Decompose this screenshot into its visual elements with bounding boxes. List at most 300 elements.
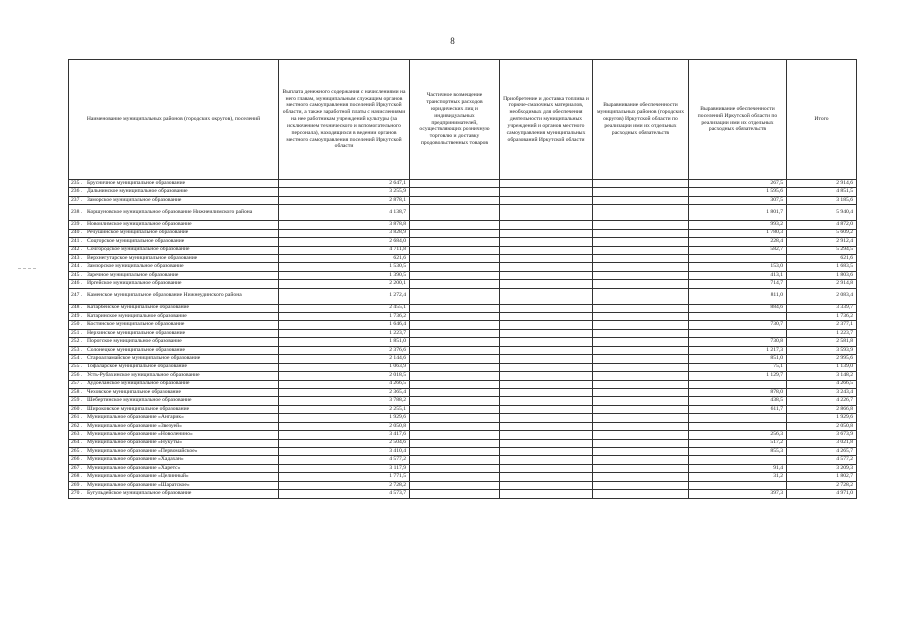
header-total: Итого [787, 60, 857, 180]
row-name: Чеховское муниципальное образование [87, 388, 182, 395]
district-equalization-value [593, 355, 689, 363]
district-equalization-value [593, 473, 689, 481]
total-value: 3 673,9 [787, 431, 857, 439]
appropriations-table [68, 59, 857, 499]
salary-value: 1 530,5 [279, 263, 410, 271]
district-equalization-value [593, 481, 689, 489]
salary-value: 2 504,6 [279, 439, 410, 447]
district-equalization-value [593, 380, 689, 388]
salary-value: 3 417,6 [279, 431, 410, 439]
district-equalization-value [593, 321, 689, 329]
row-number: 236 . [71, 188, 83, 195]
salary-value: 2 050,8 [279, 422, 410, 430]
row-name-cell [69, 473, 279, 481]
total-value: 2 914,6 [787, 180, 857, 188]
row-number: 235 . [71, 179, 83, 186]
settlement-equalization-value: 397,3 [689, 490, 787, 498]
fuel-value [500, 205, 593, 221]
salary-value: 1 929,6 [279, 414, 410, 422]
fuel-value [500, 372, 593, 380]
fuel-value [500, 221, 593, 229]
row-name-cell [69, 271, 279, 279]
row-number: 239 . [71, 220, 83, 227]
settlement-equalization-value [689, 456, 787, 464]
settlement-equalization-value: 256,3 [689, 431, 787, 439]
row-name-cell [69, 180, 279, 188]
table-row [69, 338, 857, 346]
row-name: Солонецкое муниципальное образование [87, 346, 186, 353]
row-number: 263 . [71, 430, 83, 437]
row-number: 242 . [71, 246, 83, 253]
row-name-cell [69, 229, 279, 237]
transport-value [410, 372, 500, 380]
settlement-equalization-value: 855,3 [689, 448, 787, 456]
table-row [69, 313, 857, 321]
table-row [69, 397, 857, 405]
table-row [69, 372, 857, 380]
table-row [69, 448, 857, 456]
total-value: 1 683,5 [787, 263, 857, 271]
row-name-cell [69, 288, 279, 304]
settlement-equalization-value: 517,2 [689, 439, 787, 447]
transport-value [410, 414, 500, 422]
total-value: 3 243,4 [787, 388, 857, 396]
district-equalization-value [593, 388, 689, 396]
row-number: 246 . [71, 280, 83, 287]
total-value: 621,6 [787, 254, 857, 262]
transport-value [410, 380, 500, 388]
row-number: 260 . [71, 405, 83, 412]
transport-value [410, 481, 500, 489]
transport-value [410, 448, 500, 456]
row-name-cell [69, 405, 279, 413]
row-name-cell [69, 346, 279, 354]
total-value: 1 139,0 [787, 363, 857, 371]
settlement-equalization-value: 153,0 [689, 263, 787, 271]
fuel-value [500, 490, 593, 498]
row-name: Замзорское муниципальное образование [87, 263, 184, 270]
total-value: 3 339,7 [787, 304, 857, 312]
transport-value [410, 338, 500, 346]
settlement-equalization-value: 714,7 [689, 280, 787, 288]
fuel-value [500, 188, 593, 196]
table-row [69, 329, 857, 337]
row-number: 268 . [71, 473, 83, 480]
table-row [69, 196, 857, 204]
district-equalization-value [593, 196, 689, 204]
salary-value: 2 455,1 [279, 304, 410, 312]
transport-value [410, 313, 500, 321]
row-name-cell [69, 254, 279, 262]
row-name: Верхнегутарское муниципальное образование [87, 254, 198, 261]
district-equalization-value [593, 490, 689, 498]
district-equalization-value [593, 372, 689, 380]
district-equalization-value [593, 271, 689, 279]
transport-value [410, 422, 500, 430]
total-value: 4 971,0 [787, 490, 857, 498]
fuel-value [500, 304, 593, 312]
row-name: Муниципальное образование «Нукуты» [87, 439, 183, 446]
transport-value [410, 321, 500, 329]
settlement-equalization-value: 91,4 [689, 464, 787, 472]
row-name: Речушинское муниципальное образование [87, 229, 189, 236]
row-name: Заморское муниципальное образование [87, 196, 182, 203]
row-name: Коршуновское муниципальное образование Нижнеилимского района [87, 208, 253, 215]
fuel-value [500, 346, 593, 354]
table-row [69, 422, 857, 430]
transport-value [410, 229, 500, 237]
settlement-equalization-value: 1 217,3 [689, 346, 787, 354]
total-value: 4 851,5 [787, 188, 857, 196]
fuel-value [500, 448, 593, 456]
district-equalization-value [593, 313, 689, 321]
district-equalization-value [593, 397, 689, 405]
row-number: 253 . [71, 346, 83, 353]
settlement-equalization-value [689, 422, 787, 430]
row-name-cell [69, 196, 279, 204]
salary-value: 4 711,8 [279, 246, 410, 254]
settlement-equalization-value: 884,6 [689, 304, 787, 312]
table-row [69, 388, 857, 396]
row-name-cell [69, 397, 279, 405]
transport-value [410, 188, 500, 196]
total-value: 5 609,2 [787, 229, 857, 237]
district-equalization-value [593, 221, 689, 229]
margin-mark [18, 268, 36, 270]
row-name: Усть-Рубахинское муниципальное образование [87, 371, 200, 378]
total-value: 3 148,2 [787, 372, 857, 380]
settlement-equalization-value: 851,0 [689, 355, 787, 363]
salary-value: 4 573,7 [279, 490, 410, 498]
settlement-equalization-value [689, 380, 787, 388]
row-number: 241 . [71, 237, 83, 244]
row-number: 262 . [71, 422, 83, 429]
total-value: 2 083,4 [787, 288, 857, 304]
salary-value: 2 365,4 [279, 388, 410, 396]
settlement-equalization-value: 1 129,7 [689, 372, 787, 380]
fuel-value [500, 388, 593, 396]
row-name-cell [69, 313, 279, 321]
district-equalization-value [593, 288, 689, 304]
district-equalization-value [593, 439, 689, 447]
salary-value: 1 736,2 [279, 313, 410, 321]
table-row [69, 490, 857, 498]
transport-value [410, 431, 500, 439]
table-row [69, 431, 857, 439]
district-equalization-value [593, 180, 689, 188]
row-name-cell [69, 329, 279, 337]
table-row [69, 304, 857, 312]
transport-value [410, 490, 500, 498]
salary-value: 3 117,9 [279, 464, 410, 472]
header-salary-payments: Выплата денежного содержания с начислениями на него главам, муниципальным служащим органов местного самоуправления поселений Иркутской области, а также заработной платы с начислениями на нее работникам учреждений культуры (за исключением технического и вспомогательного персонала), находящихся в ведении органов местного самоуправления поселений Иркутской области [279, 60, 410, 180]
district-equalization-value [593, 205, 689, 221]
row-name-cell [69, 439, 279, 447]
district-equalization-value [593, 422, 689, 430]
row-number: 245 . [71, 271, 83, 278]
total-value: 4 226,7 [787, 397, 857, 405]
row-number: 248 . [71, 304, 83, 311]
row-name: Муниципальное образование «Звезуей» [87, 422, 182, 429]
settlement-equalization-value: 730,8 [689, 338, 787, 346]
settlement-equalization-value: 730,7 [689, 321, 787, 329]
row-number: 265 . [71, 447, 83, 454]
row-number: 250 . [71, 321, 83, 328]
transport-value [410, 456, 500, 464]
total-value: 2 866,8 [787, 405, 857, 413]
salary-value: 2 376,6 [279, 346, 410, 354]
district-equalization-value [593, 188, 689, 196]
row-name-cell [69, 464, 279, 472]
salary-value: 621,6 [279, 254, 410, 262]
header-fuel-purchase: Приобретение и доставка топлива и горюче-смазочных материалов, необходимых для обеспечения деятельности муниципальных учреждений и органов местного самоуправления муниципальных образований Иркутской области [500, 60, 593, 180]
total-value: 2 581,8 [787, 338, 857, 346]
row-number: 255 . [71, 363, 83, 370]
fuel-value [500, 481, 593, 489]
salary-value: 4 577,2 [279, 456, 410, 464]
salary-value: 4 138,7 [279, 205, 410, 221]
table-row [69, 481, 857, 489]
fuel-value [500, 271, 593, 279]
salary-value: 1 390,5 [279, 271, 410, 279]
total-value: 4 266,5 [787, 380, 857, 388]
salary-value: 2 647,1 [279, 180, 410, 188]
transport-value [410, 464, 500, 472]
total-value: 1 803,6 [787, 271, 857, 279]
fuel-value [500, 439, 593, 447]
fuel-value [500, 263, 593, 271]
row-name-cell [69, 238, 279, 246]
settlement-equalization-value: 267,5 [689, 180, 787, 188]
table-row [69, 229, 857, 237]
row-number: 258 . [71, 388, 83, 395]
row-name: Катарбейское муниципальное образование [87, 304, 190, 311]
transport-value [410, 238, 500, 246]
total-value: 3 593,9 [787, 346, 857, 354]
row-number: 254 . [71, 355, 83, 361]
transport-value [410, 329, 500, 337]
row-number: 244 . [71, 263, 83, 270]
fuel-value [500, 363, 593, 371]
row-name-cell [69, 338, 279, 346]
settlement-equalization-value: 75,1 [689, 363, 787, 371]
district-equalization-value [593, 414, 689, 422]
table-row [69, 280, 857, 288]
district-equalization-value [593, 448, 689, 456]
row-name-cell [69, 388, 279, 396]
row-number: 270 . [71, 490, 83, 496]
settlement-equalization-value [689, 481, 787, 489]
settlement-equalization-value: 1 780,3 [689, 229, 787, 237]
row-name: Дальнинское муниципальное образование [87, 188, 188, 195]
fuel-value [500, 254, 593, 262]
transport-value [410, 397, 500, 405]
fuel-value [500, 456, 593, 464]
settlement-equalization-value: 611,7 [689, 405, 787, 413]
district-equalization-value [593, 263, 689, 271]
row-name: Нерхинское муниципальное образование [87, 329, 186, 336]
table-row [69, 380, 857, 388]
row-name: Муниципальное образование «Хадахан» [87, 456, 184, 463]
salary-value: 3 255,9 [279, 188, 410, 196]
fuel-value [500, 422, 593, 430]
row-name-cell [69, 246, 279, 254]
settlement-equalization-value [689, 313, 787, 321]
transport-value [410, 346, 500, 354]
salary-value: 2 200,1 [279, 280, 410, 288]
row-number: 264 . [71, 439, 83, 446]
header-settlement-equalization: Выравнивание обеспеченности поселений Иркутской области по реализации ими их отдельных расходных обязательств [689, 60, 787, 180]
salary-value: 2 018,5 [279, 372, 410, 380]
total-value: 1 802,7 [787, 473, 857, 481]
fuel-value [500, 397, 593, 405]
total-value: 1 736,2 [787, 313, 857, 321]
row-number: 251 . [71, 329, 83, 336]
fuel-value [500, 313, 593, 321]
row-name-cell [69, 372, 279, 380]
row-name-cell [69, 363, 279, 371]
row-name-cell [69, 490, 279, 498]
table-row [69, 473, 857, 481]
row-number: 238 . [71, 208, 83, 215]
settlement-equalization-value: 993,2 [689, 221, 787, 229]
total-value: 4 872,0 [787, 221, 857, 229]
table-row [69, 180, 857, 188]
row-name: Новоилимское муниципальное образование [87, 220, 192, 227]
salary-value: 3 410,4 [279, 448, 410, 456]
total-value: 2 914,8 [787, 280, 857, 288]
total-value: 2 995,6 [787, 355, 857, 363]
row-name: Порогское муниципальное образование [87, 338, 182, 345]
row-number: 267 . [71, 464, 83, 471]
transport-value [410, 263, 500, 271]
fuel-value [500, 355, 593, 363]
row-name-cell [69, 321, 279, 329]
row-number: 261 . [71, 414, 83, 421]
settlement-equalization-value: 228,4 [689, 238, 787, 246]
fuel-value [500, 473, 593, 481]
settlement-equalization-value: 307,5 [689, 196, 787, 204]
salary-value: 2 144,6 [279, 355, 410, 363]
row-name: Староалзамайское муниципальное образование [87, 355, 201, 361]
fuel-value [500, 246, 593, 254]
settlement-equalization-value [689, 254, 787, 262]
table-row [69, 205, 857, 221]
row-name-cell [69, 448, 279, 456]
transport-value [410, 180, 500, 188]
salary-value: 2 255,1 [279, 405, 410, 413]
fuel-value [500, 329, 593, 337]
transport-value [410, 304, 500, 312]
salary-value: 3 828,9 [279, 229, 410, 237]
district-equalization-value [593, 456, 689, 464]
row-number: 257 . [71, 380, 83, 387]
row-name: Тофаларское муниципальное образование [87, 363, 188, 370]
table-row [69, 288, 857, 304]
row-name: Муниципальное образование «Новоленино» [87, 430, 193, 437]
district-equalization-value [593, 346, 689, 354]
row-name: Муниципальное образование «Первомайское» [87, 447, 198, 454]
district-equalization-value [593, 338, 689, 346]
row-name-cell [69, 304, 279, 312]
transport-value [410, 388, 500, 396]
fuel-value [500, 196, 593, 204]
transport-value [410, 205, 500, 221]
salary-value: 4 266,5 [279, 380, 410, 388]
table-row [69, 254, 857, 262]
transport-value [410, 280, 500, 288]
district-equalization-value [593, 304, 689, 312]
page-number: 8 [450, 36, 455, 46]
row-name-cell [69, 422, 279, 430]
row-number: 252 . [71, 338, 83, 345]
total-value: 1 223,7 [787, 329, 857, 337]
settlement-equalization-value [689, 329, 787, 337]
header-transport-compensation: Частичное возмещение транспортных расходов юридических лиц и индивидуальных предпринимателей, осуществляющих розничную торговлю и доставку продовольственных товаров [410, 60, 500, 180]
row-name-cell [69, 414, 279, 422]
row-name-cell [69, 481, 279, 489]
header-district-equalization: Выравнивание обеспеченности муниципальных районов (городских округов) Иркутской области по реализации ими их отдельных расходных обязательств [593, 60, 689, 180]
row-number: 259 . [71, 397, 83, 404]
row-name-cell [69, 221, 279, 229]
settlement-equalization-value: 31,2 [689, 473, 787, 481]
total-value: 2 912,4 [787, 238, 857, 246]
row-name: Каменское муниципальное образование Нижнеудинского района [87, 292, 242, 299]
table-row [69, 414, 857, 422]
total-value: 4 577,2 [787, 456, 857, 464]
table-row [69, 221, 857, 229]
district-equalization-value [593, 246, 689, 254]
row-name: Широковское муниципальное образование [87, 405, 190, 412]
fuel-value [500, 229, 593, 237]
table-row [69, 464, 857, 472]
total-value: 1 929,6 [787, 414, 857, 422]
district-equalization-value [593, 238, 689, 246]
salary-value: 3 788,2 [279, 397, 410, 405]
transport-value [410, 196, 500, 204]
salary-value: 1 851,0 [279, 338, 410, 346]
settlement-equalization-value: 811,0 [689, 288, 787, 304]
table-row [69, 188, 857, 196]
table-row [69, 271, 857, 279]
total-value: 2 377,1 [787, 321, 857, 329]
row-name-cell [69, 188, 279, 196]
row-name-cell [69, 380, 279, 388]
fuel-value [500, 288, 593, 304]
district-equalization-value [593, 464, 689, 472]
transport-value [410, 246, 500, 254]
district-equalization-value [593, 329, 689, 337]
table-row [69, 363, 857, 371]
total-value: 2 728,2 [787, 481, 857, 489]
salary-value: 2 684,0 [279, 238, 410, 246]
district-equalization-value [593, 363, 689, 371]
total-value: 5 294,5 [787, 246, 857, 254]
fuel-value [500, 405, 593, 413]
row-number: 249 . [71, 312, 83, 319]
fuel-value [500, 180, 593, 188]
row-name: Иргейское муниципальное образование [87, 280, 182, 287]
table-row [69, 456, 857, 464]
row-number: 247 . [71, 292, 83, 299]
district-equalization-value [593, 431, 689, 439]
row-number: 237 . [71, 196, 83, 203]
table-row [69, 263, 857, 271]
row-name-cell [69, 280, 279, 288]
row-name: Катаринское муниципальное образование [87, 312, 187, 319]
row-name: Брусничное муниципальное образование [87, 179, 186, 186]
row-name: Шебертинское муниципальное образование [87, 397, 192, 404]
